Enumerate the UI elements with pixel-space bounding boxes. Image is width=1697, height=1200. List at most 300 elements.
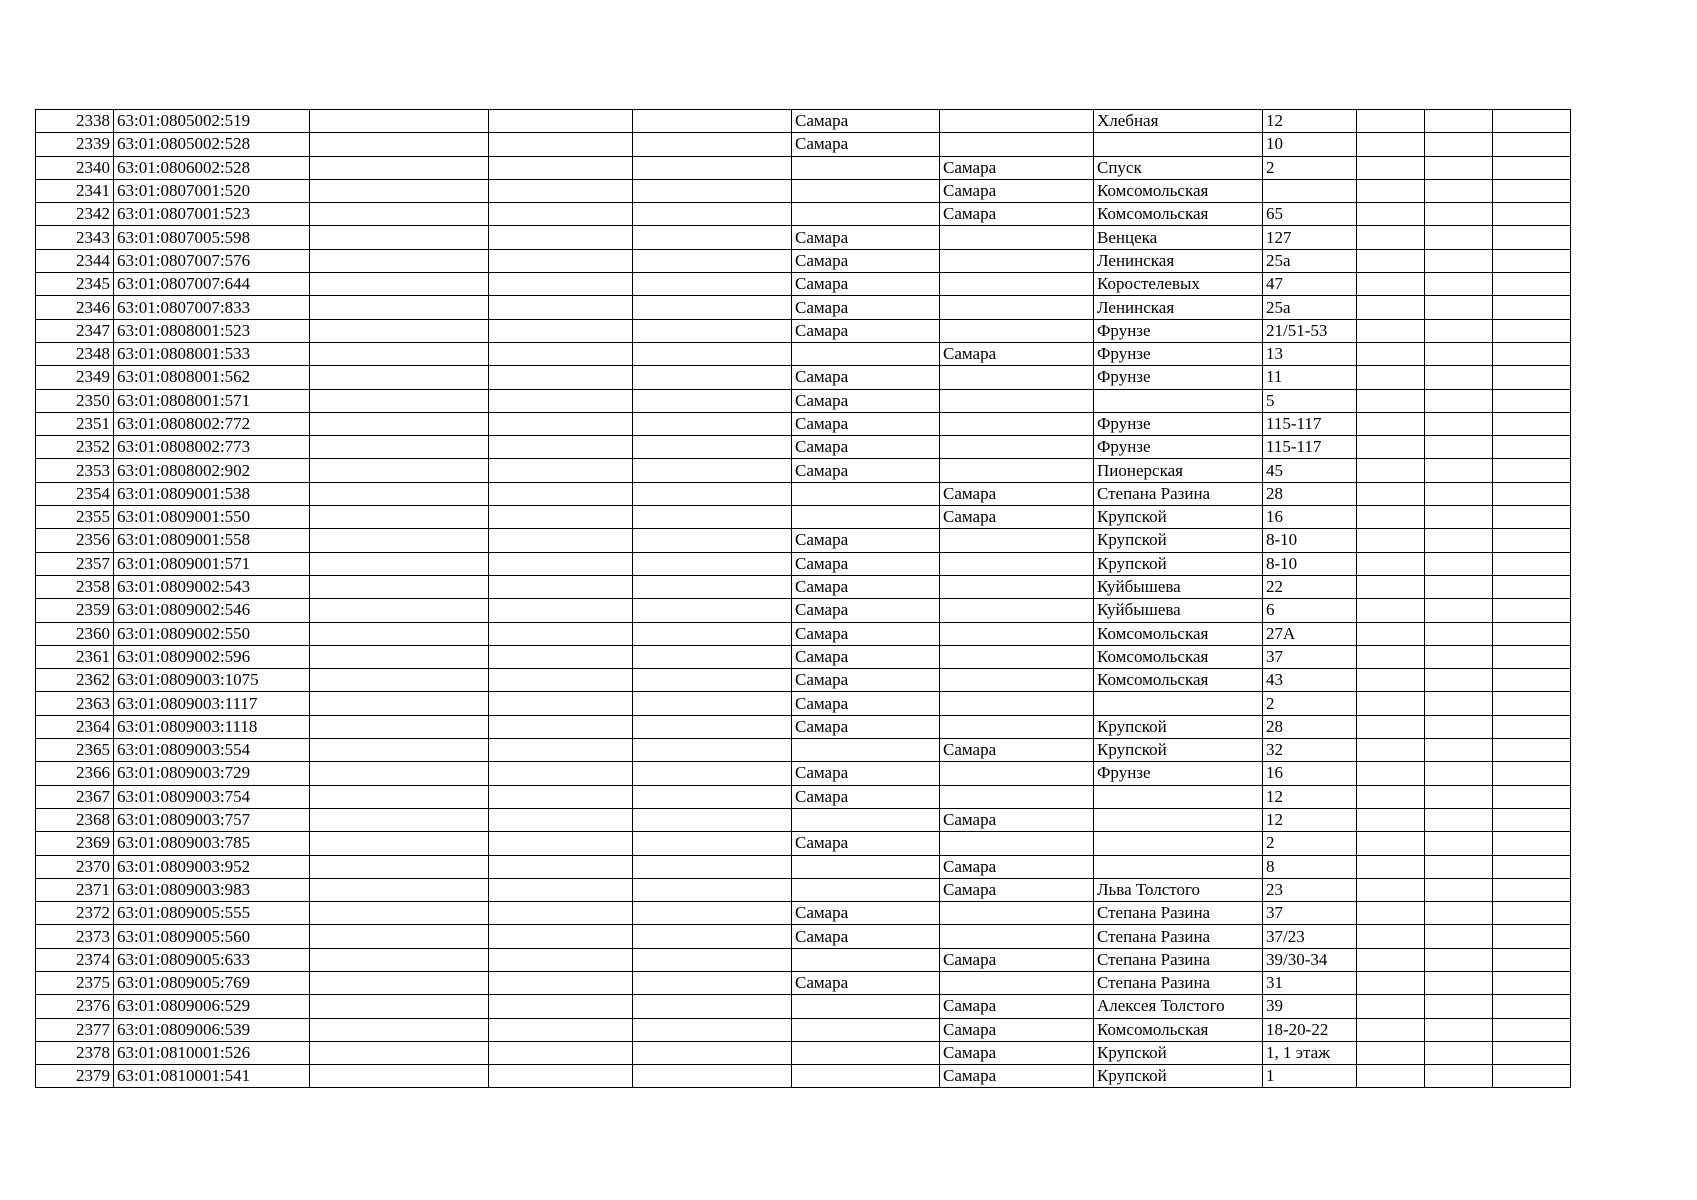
empty-cell (489, 249, 633, 272)
city-cell: Самара (792, 459, 940, 482)
empty-cell (489, 948, 633, 971)
empty-cell (310, 925, 489, 948)
settlement-cell: Самара (940, 203, 1094, 226)
empty-cell (1425, 1018, 1493, 1041)
row-number-cell: 2371 (36, 878, 114, 901)
empty-cell (1425, 319, 1493, 342)
street-cell: Фрунзе (1094, 412, 1263, 435)
empty-cell (489, 878, 633, 901)
empty-cell (1493, 785, 1571, 808)
row-number-cell: 2377 (36, 1018, 114, 1041)
row-number-cell: 2349 (36, 366, 114, 389)
cadastral-number-cell: 63:01:0809001:550 (114, 506, 310, 529)
street-cell: Венцека (1094, 226, 1263, 249)
house-cell: 37 (1263, 902, 1357, 925)
empty-cell (489, 762, 633, 785)
empty-cell (310, 436, 489, 459)
cadastral-number-cell: 63:01:0809001:538 (114, 482, 310, 505)
empty-cell (310, 226, 489, 249)
settlement-cell: Самара (940, 739, 1094, 762)
street-cell: Крупской (1094, 529, 1263, 552)
row-number-cell: 2340 (36, 156, 114, 179)
empty-cell (1357, 692, 1425, 715)
street-cell: Фрунзе (1094, 366, 1263, 389)
table-row (36, 762, 1571, 785)
row-number-cell: 2342 (36, 203, 114, 226)
empty-cell (1493, 506, 1571, 529)
empty-cell (310, 1018, 489, 1041)
empty-cell (1493, 459, 1571, 482)
table-row (36, 179, 1571, 202)
cadastral-number-cell: 63:01:0808001:523 (114, 319, 310, 342)
empty-cell (633, 808, 792, 831)
cadastral-number-cell: 63:01:0809003:1075 (114, 669, 310, 692)
city-cell: Самара (792, 971, 940, 994)
cadastral-number-cell: 63:01:0809001:558 (114, 529, 310, 552)
street-cell: Куйбышева (1094, 575, 1263, 598)
city-cell: Самара (792, 133, 940, 156)
empty-cell (489, 971, 633, 994)
settlement-cell: Самара (940, 1065, 1094, 1088)
street-cell: Крупской (1094, 1041, 1263, 1064)
table-row (36, 296, 1571, 319)
empty-cell (1425, 273, 1493, 296)
empty-cell (633, 855, 792, 878)
house-cell: 39 (1263, 995, 1357, 1018)
city-cell: Самара (792, 785, 940, 808)
street-cell (1094, 133, 1263, 156)
row-number-cell: 2361 (36, 645, 114, 668)
row-number-cell: 2343 (36, 226, 114, 249)
row-number-cell: 2353 (36, 459, 114, 482)
row-number-cell: 2350 (36, 389, 114, 412)
empty-cell (310, 529, 489, 552)
empty-cell (1493, 366, 1571, 389)
settlement-cell: Самара (940, 808, 1094, 831)
empty-cell (489, 319, 633, 342)
cadastral-number-cell: 63:01:0805002:519 (114, 110, 310, 133)
empty-cell (1425, 622, 1493, 645)
city-cell: Самара (792, 622, 940, 645)
street-cell: Хлебная (1094, 110, 1263, 133)
settlement-cell (940, 249, 1094, 272)
street-cell (1094, 832, 1263, 855)
city-cell: Самара (792, 715, 940, 738)
street-cell: Степана Разина (1094, 925, 1263, 948)
row-number-cell: 2374 (36, 948, 114, 971)
cadastral-number-cell: 63:01:0809003:983 (114, 878, 310, 901)
city-cell: Самара (792, 296, 940, 319)
table-row (36, 669, 1571, 692)
empty-cell (489, 645, 633, 668)
empty-cell (1357, 366, 1425, 389)
house-cell: 13 (1263, 342, 1357, 365)
table-row (36, 342, 1571, 365)
city-cell (792, 739, 940, 762)
empty-cell (310, 412, 489, 435)
empty-cell (1493, 855, 1571, 878)
house-cell: 32 (1263, 739, 1357, 762)
empty-cell (1493, 878, 1571, 901)
empty-cell (1493, 179, 1571, 202)
empty-cell (633, 785, 792, 808)
table-row (36, 971, 1571, 994)
empty-cell (633, 948, 792, 971)
empty-cell (489, 342, 633, 365)
row-number-cell: 2339 (36, 133, 114, 156)
cadastral-number-cell: 63:01:0809001:571 (114, 552, 310, 575)
empty-cell (633, 832, 792, 855)
table-row (36, 948, 1571, 971)
empty-cell (1357, 832, 1425, 855)
street-cell (1094, 692, 1263, 715)
empty-cell (1493, 995, 1571, 1018)
empty-cell (1425, 1041, 1493, 1064)
empty-cell (1357, 226, 1425, 249)
empty-cell (1357, 739, 1425, 762)
cadastral-number-cell: 63:01:0807007:576 (114, 249, 310, 272)
empty-cell (1493, 715, 1571, 738)
empty-cell (1425, 832, 1493, 855)
empty-cell (310, 855, 489, 878)
settlement-cell (940, 715, 1094, 738)
empty-cell (1425, 342, 1493, 365)
empty-cell (1493, 412, 1571, 435)
empty-cell (1493, 529, 1571, 552)
cadastral-number-cell: 63:01:0809002:546 (114, 599, 310, 622)
row-number-cell: 2368 (36, 808, 114, 831)
street-cell (1094, 855, 1263, 878)
empty-cell (1357, 110, 1425, 133)
empty-cell (489, 622, 633, 645)
table-row (36, 226, 1571, 249)
house-cell: 8-10 (1263, 529, 1357, 552)
empty-cell (633, 459, 792, 482)
empty-cell (633, 249, 792, 272)
city-cell: Самара (792, 552, 940, 575)
city-cell (792, 948, 940, 971)
city-cell (792, 855, 940, 878)
row-number-cell: 2370 (36, 855, 114, 878)
city-cell: Самара (792, 412, 940, 435)
empty-cell (1493, 319, 1571, 342)
table-row (36, 622, 1571, 645)
street-cell: Спуск (1094, 156, 1263, 179)
empty-cell (633, 739, 792, 762)
street-cell: Крупской (1094, 552, 1263, 575)
house-cell: 25а (1263, 296, 1357, 319)
empty-cell (1493, 692, 1571, 715)
empty-cell (633, 389, 792, 412)
city-cell (792, 342, 940, 365)
table-row (36, 739, 1571, 762)
city-cell (792, 156, 940, 179)
street-cell: Комсомольская (1094, 645, 1263, 668)
table-row (36, 482, 1571, 505)
empty-cell (489, 995, 633, 1018)
empty-cell (310, 902, 489, 925)
empty-cell (1425, 692, 1493, 715)
empty-cell (1493, 645, 1571, 668)
row-number-cell: 2354 (36, 482, 114, 505)
empty-cell (633, 529, 792, 552)
house-cell: 43 (1263, 669, 1357, 692)
empty-cell (489, 669, 633, 692)
empty-cell (310, 179, 489, 202)
table-row (36, 133, 1571, 156)
empty-cell (1425, 203, 1493, 226)
empty-cell (1425, 669, 1493, 692)
settlement-cell (940, 459, 1094, 482)
empty-cell (633, 971, 792, 994)
city-cell (792, 203, 940, 226)
cadastral-number-cell: 63:01:0809005:555 (114, 902, 310, 925)
empty-cell (310, 622, 489, 645)
empty-cell (1425, 110, 1493, 133)
cadastral-number-cell: 63:01:0809003:785 (114, 832, 310, 855)
row-number-cell: 2369 (36, 832, 114, 855)
cadastral-number-cell: 63:01:0810001:526 (114, 1041, 310, 1064)
empty-cell (1357, 506, 1425, 529)
empty-cell (310, 808, 489, 831)
empty-cell (310, 133, 489, 156)
street-cell: Комсомольская (1094, 179, 1263, 202)
table-row (36, 459, 1571, 482)
settlement-cell (940, 110, 1094, 133)
empty-cell (310, 575, 489, 598)
house-cell: 8 (1263, 855, 1357, 878)
city-cell: Самара (792, 645, 940, 668)
empty-cell (1493, 925, 1571, 948)
empty-cell (633, 133, 792, 156)
street-cell: Степана Разина (1094, 482, 1263, 505)
house-cell: 47 (1263, 273, 1357, 296)
empty-cell (1493, 575, 1571, 598)
empty-cell (1425, 459, 1493, 482)
empty-cell (1493, 808, 1571, 831)
settlement-cell: Самара (940, 855, 1094, 878)
empty-cell (633, 179, 792, 202)
empty-cell (489, 156, 633, 179)
empty-cell (1493, 1065, 1571, 1088)
street-cell: Коростелевых (1094, 273, 1263, 296)
row-number-cell: 2372 (36, 902, 114, 925)
empty-cell (489, 692, 633, 715)
city-cell: Самара (792, 366, 940, 389)
house-cell: 27А (1263, 622, 1357, 645)
empty-cell (633, 1065, 792, 1088)
street-cell: Степана Разина (1094, 971, 1263, 994)
empty-cell (1357, 273, 1425, 296)
street-cell: Комсомольская (1094, 203, 1263, 226)
empty-cell (1425, 482, 1493, 505)
empty-cell (1493, 832, 1571, 855)
city-cell: Самара (792, 389, 940, 412)
empty-cell (1425, 179, 1493, 202)
settlement-cell (940, 133, 1094, 156)
empty-cell (1425, 599, 1493, 622)
empty-cell (633, 203, 792, 226)
table-row (36, 645, 1571, 668)
house-cell: 45 (1263, 459, 1357, 482)
empty-cell (1357, 1065, 1425, 1088)
empty-cell (310, 459, 489, 482)
empty-cell (1357, 319, 1425, 342)
cadastral-number-cell: 63:01:0809003:754 (114, 785, 310, 808)
empty-cell (489, 1018, 633, 1041)
table-row (36, 156, 1571, 179)
table-row (36, 692, 1571, 715)
settlement-cell (940, 389, 1094, 412)
house-cell: 12 (1263, 110, 1357, 133)
empty-cell (1425, 389, 1493, 412)
empty-cell (310, 110, 489, 133)
street-cell: Фрунзе (1094, 436, 1263, 459)
city-cell: Самара (792, 925, 940, 948)
register-table-body (36, 110, 1571, 1088)
row-number-cell: 2373 (36, 925, 114, 948)
cadastral-number-cell: 63:01:0808001:533 (114, 342, 310, 365)
settlement-cell (940, 785, 1094, 808)
city-cell: Самара (792, 273, 940, 296)
settlement-cell (940, 296, 1094, 319)
empty-cell (1493, 948, 1571, 971)
empty-cell (310, 552, 489, 575)
city-cell: Самара (792, 436, 940, 459)
cadastral-number-cell: 63:01:0809003:1117 (114, 692, 310, 715)
table-row (36, 1041, 1571, 1064)
empty-cell (1493, 203, 1571, 226)
table-row (36, 552, 1571, 575)
street-cell: Фрунзе (1094, 319, 1263, 342)
empty-cell (489, 482, 633, 505)
empty-cell (1357, 575, 1425, 598)
city-cell: Самара (792, 902, 940, 925)
table-row (36, 925, 1571, 948)
table-row (36, 389, 1571, 412)
empty-cell (489, 110, 633, 133)
row-number-cell: 2352 (36, 436, 114, 459)
settlement-cell (940, 902, 1094, 925)
empty-cell (310, 995, 489, 1018)
row-number-cell: 2367 (36, 785, 114, 808)
empty-cell (633, 319, 792, 342)
house-cell: 28 (1263, 715, 1357, 738)
city-cell (792, 506, 940, 529)
city-cell: Самара (792, 249, 940, 272)
empty-cell (489, 436, 633, 459)
empty-cell (1493, 762, 1571, 785)
empty-cell (1357, 1018, 1425, 1041)
cadastral-number-cell: 63:01:0809003:554 (114, 739, 310, 762)
city-cell: Самара (792, 599, 940, 622)
table-row (36, 1065, 1571, 1088)
city-cell: Самара (792, 226, 940, 249)
empty-cell (1357, 412, 1425, 435)
empty-cell (310, 715, 489, 738)
empty-cell (310, 599, 489, 622)
empty-cell (1493, 971, 1571, 994)
settlement-cell: Самара (940, 1041, 1094, 1064)
empty-cell (633, 645, 792, 668)
cadastral-number-cell: 63:01:0807001:523 (114, 203, 310, 226)
empty-cell (1493, 1041, 1571, 1064)
cadastral-number-cell: 63:01:0808001:562 (114, 366, 310, 389)
street-cell: Комсомольская (1094, 622, 1263, 645)
row-number-cell: 2362 (36, 669, 114, 692)
row-number-cell: 2341 (36, 179, 114, 202)
empty-cell (1357, 179, 1425, 202)
settlement-cell: Самара (940, 179, 1094, 202)
house-cell: 31 (1263, 971, 1357, 994)
empty-cell (1493, 902, 1571, 925)
house-cell: 16 (1263, 762, 1357, 785)
cadastral-number-cell: 63:01:0807007:833 (114, 296, 310, 319)
empty-cell (1425, 226, 1493, 249)
empty-cell (1425, 785, 1493, 808)
row-number-cell: 2344 (36, 249, 114, 272)
empty-cell (1357, 785, 1425, 808)
house-cell: 39/30-34 (1263, 948, 1357, 971)
street-cell: Крупской (1094, 715, 1263, 738)
row-number-cell: 2345 (36, 273, 114, 296)
empty-cell (310, 692, 489, 715)
empty-cell (1425, 878, 1493, 901)
row-number-cell: 2357 (36, 552, 114, 575)
house-cell: 23 (1263, 878, 1357, 901)
table-row (36, 808, 1571, 831)
empty-cell (489, 506, 633, 529)
empty-cell (310, 482, 489, 505)
empty-cell (1425, 249, 1493, 272)
street-cell: Крупской (1094, 1065, 1263, 1088)
empty-cell (1357, 645, 1425, 668)
row-number-cell: 2359 (36, 599, 114, 622)
settlement-cell (940, 692, 1094, 715)
empty-cell (633, 1041, 792, 1064)
empty-cell (310, 971, 489, 994)
table-row (36, 506, 1571, 529)
empty-cell (1357, 156, 1425, 179)
house-cell: 2 (1263, 156, 1357, 179)
empty-cell (633, 552, 792, 575)
row-number-cell: 2355 (36, 506, 114, 529)
settlement-cell (940, 575, 1094, 598)
empty-cell (1357, 995, 1425, 1018)
cadastral-number-cell: 63:01:0808001:571 (114, 389, 310, 412)
empty-cell (310, 832, 489, 855)
empty-cell (1425, 715, 1493, 738)
settlement-cell (940, 599, 1094, 622)
house-cell: 115-117 (1263, 412, 1357, 435)
empty-cell (1493, 226, 1571, 249)
empty-cell (489, 273, 633, 296)
empty-cell (1493, 669, 1571, 692)
row-number-cell: 2363 (36, 692, 114, 715)
empty-cell (489, 855, 633, 878)
cadastral-number-cell: 63:01:0809005:560 (114, 925, 310, 948)
street-cell: Ленинская (1094, 249, 1263, 272)
register-table (35, 109, 1571, 1088)
empty-cell (1425, 156, 1493, 179)
empty-cell (310, 948, 489, 971)
row-number-cell: 2379 (36, 1065, 114, 1088)
empty-cell (633, 692, 792, 715)
house-cell: 1 (1263, 1065, 1357, 1088)
empty-cell (489, 1065, 633, 1088)
empty-cell (489, 1041, 633, 1064)
empty-cell (1425, 808, 1493, 831)
